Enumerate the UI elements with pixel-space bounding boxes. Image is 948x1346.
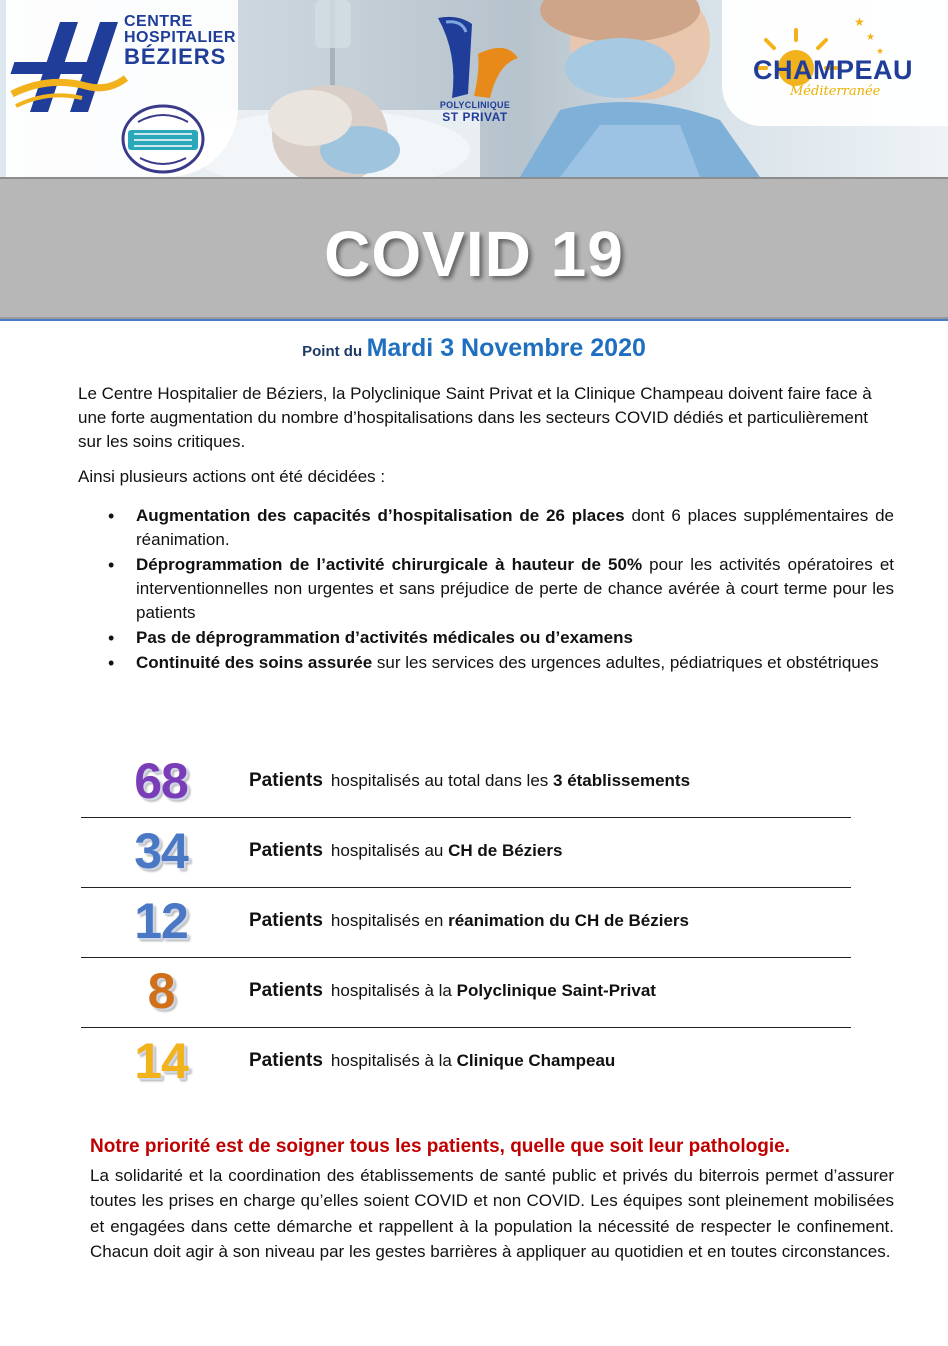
champeau-logo-text: CHAMPEAU bbox=[753, 55, 914, 85]
stat-patients: Patients bbox=[249, 1050, 323, 1071]
title-divider bbox=[0, 319, 948, 321]
stat-desc: hospitalisés à la bbox=[330, 981, 457, 1000]
stat-patients: Patients bbox=[249, 980, 323, 1001]
stat-patients: Patients bbox=[249, 840, 323, 861]
stat-place: CH de Béziers bbox=[448, 841, 563, 860]
action-bold: Déprogrammation de l’activité chirurgicale à hauteur de 50% bbox=[136, 555, 643, 574]
stat-label bbox=[249, 1050, 615, 1072]
svg-text:★: ★ bbox=[866, 32, 875, 43]
chb-line2: HOSPITALIER bbox=[124, 29, 236, 46]
actions-intro: Ainsi plusieurs actions ont été décidées : bbox=[78, 467, 386, 486]
stat-desc: hospitalisés en bbox=[330, 911, 449, 930]
stat-place: Polyclinique Saint-Privat bbox=[456, 981, 656, 1000]
date-prefix: Point du bbox=[302, 343, 363, 360]
afnor-seal bbox=[120, 104, 206, 174]
sp-logo-text bbox=[432, 100, 518, 124]
champeau-logo-sub: Méditerranée bbox=[790, 84, 881, 99]
chb-line3: BÉZIERS bbox=[124, 44, 227, 69]
chb-line1: CENTRE bbox=[124, 13, 193, 30]
stat-label bbox=[249, 980, 656, 1002]
stat-row bbox=[81, 818, 851, 888]
stat-label bbox=[249, 910, 689, 932]
stat-place: 3 établissements bbox=[553, 771, 691, 790]
stat-place: réanimation du CH de Béziers bbox=[448, 911, 689, 930]
report-date: Mardi 3 Novembre 2020 bbox=[366, 334, 646, 362]
list-item bbox=[108, 651, 894, 675]
list-item bbox=[108, 553, 894, 625]
stat-desc: hospitalisés au total dans les bbox=[330, 771, 554, 790]
stat-row bbox=[81, 888, 851, 958]
title-band bbox=[0, 177, 948, 319]
list-item bbox=[108, 626, 894, 650]
stats-table bbox=[81, 748, 851, 1098]
stat-patients: Patients bbox=[249, 770, 323, 791]
action-bold: Pas de déprogrammation d’activités médicales ou d’examens bbox=[136, 628, 633, 647]
stat-value: 34 bbox=[134, 823, 188, 879]
stat-patients: Patients bbox=[249, 910, 323, 931]
date-line bbox=[0, 334, 948, 363]
chb-logo-text bbox=[124, 14, 236, 68]
svg-text:★: ★ bbox=[876, 46, 885, 56]
stat-row bbox=[81, 748, 851, 818]
svg-text:★: ★ bbox=[854, 15, 865, 29]
intro-paragraph: Le Centre Hospitalier de Béziers, la Polyclinique Saint Privat et la Clinique Champeau doivent faire face à une forte augmentation du nombre d’hospitalisations dans les secteurs COVID dédiés et particulièrement sur les soins critiques. bbox=[78, 384, 872, 451]
action-text: pour les activités opératoires et interventionnelles non urgentes et sans préjudice de perte de chance avérée à court terme pour les patients bbox=[136, 555, 894, 622]
action-bold: Augmentation des capacités d’hospitalisation de 26 places bbox=[136, 506, 625, 525]
action-text: dont 6 places supplémentaires de réanimation. bbox=[136, 506, 894, 549]
stat-label bbox=[249, 770, 690, 792]
header-banner bbox=[0, 0, 948, 177]
stat-place: Clinique Champeau bbox=[456, 1051, 616, 1070]
sp-line2: ST PRIVAT bbox=[442, 110, 508, 124]
chb-h-emblem-icon bbox=[8, 14, 128, 134]
chb-logo bbox=[6, 0, 238, 177]
stat-desc: hospitalisés à la bbox=[330, 1051, 457, 1070]
page-title: COVID 19 bbox=[324, 218, 624, 290]
action-bold: Continuité des soins assurée bbox=[136, 653, 373, 672]
stat-label bbox=[249, 840, 562, 862]
list-item bbox=[108, 504, 894, 552]
stat-row bbox=[81, 1028, 851, 1098]
actions-list bbox=[108, 504, 894, 676]
stat-value: 14 bbox=[134, 1033, 188, 1089]
priority-statement: Notre priorité est de soigner tous les patients, quelle que soit leur pathologie. bbox=[90, 1136, 790, 1157]
stat-value: 68 bbox=[134, 753, 188, 809]
stat-value: 12 bbox=[134, 893, 188, 949]
stat-desc: hospitalisés au bbox=[330, 841, 449, 860]
action-text: sur les services des urgences adultes, pédiatriques et obstétriques bbox=[372, 653, 879, 672]
sp-line1: POLYCLINIQUE bbox=[439, 100, 511, 110]
stat-row bbox=[81, 958, 851, 1028]
stat-value: 8 bbox=[147, 963, 175, 1019]
closing-paragraph: La solidarité et la coordination des établissements de santé public et privés du biterrois permet d’assurer toutes les prises en charge qu’elles soient COVID et non COVID. Les équipes sont pleinement mobilisées et engagées dans cette démarche et rappellent à la population la nécessité de respecter le confinement. Chacun doit agir à son niveau par les gestes barrières à appliquer au quotidien et en toutes circonstances. bbox=[90, 1166, 894, 1262]
